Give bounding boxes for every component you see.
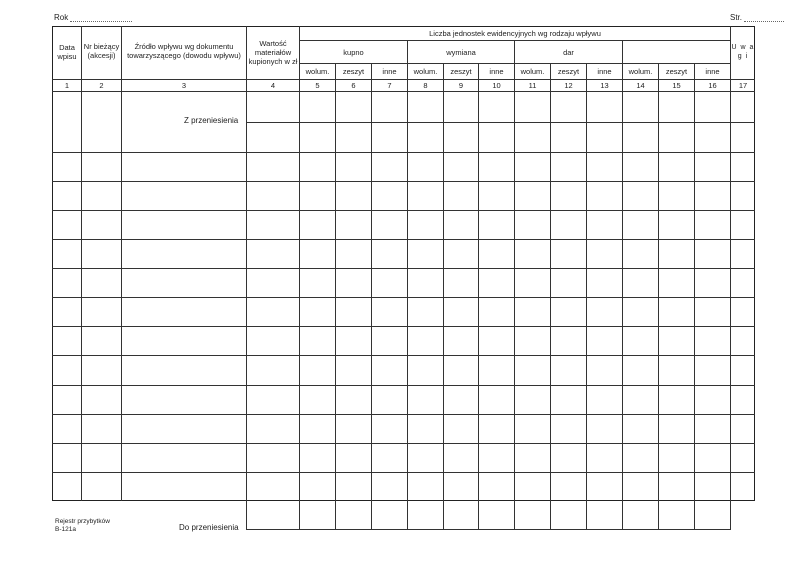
- sub-col-label: zeszyt: [665, 66, 688, 76]
- sub-col-label: inne: [382, 66, 397, 76]
- col-divider: [622, 40, 623, 530]
- col-header-number: Nr bieżący (akcesji): [83, 42, 120, 60]
- sub-col-label: inne: [597, 66, 612, 76]
- col-number: 15: [672, 81, 681, 90]
- col-number: 7: [387, 81, 392, 90]
- year-label: Rok: [54, 13, 69, 22]
- col-number: 8: [423, 81, 428, 90]
- group-label-dar: dar: [563, 47, 574, 57]
- col-number: 12: [564, 81, 573, 90]
- col-header-source: Źródło wpływu wg dokumentu towarzyszącego (dowodu wpływu): [127, 42, 241, 60]
- row-divider: [52, 152, 755, 153]
- col-divider: [407, 40, 408, 530]
- col-header-units: Liczba jednostek ewidencyjnych wg rodzaju wpływu: [429, 29, 601, 38]
- sub-col-label: zeszyt: [557, 66, 580, 76]
- col-number: 5: [315, 81, 320, 90]
- col-number: 4: [270, 81, 276, 90]
- sub-col-label: inne: [489, 66, 504, 76]
- col-number: 2: [99, 81, 104, 90]
- page-field[interactable]: [744, 21, 784, 22]
- year-field[interactable]: [70, 21, 132, 22]
- row-divider: [52, 385, 755, 386]
- row-divider: [52, 181, 755, 182]
- col-number: 11: [528, 81, 537, 90]
- col-divider: [730, 26, 731, 530]
- row-divider: [52, 210, 755, 211]
- row-divider: [246, 122, 755, 123]
- row-divider: [52, 355, 755, 356]
- form-code: B-121a: [55, 526, 76, 533]
- row-divider: [52, 326, 755, 327]
- col-divider: [514, 40, 515, 530]
- col-number: 17: [738, 81, 748, 90]
- sub-col-label: wolum.: [305, 66, 330, 76]
- row-divider: [52, 268, 755, 269]
- col-header-value: Wartość materiałów kupionych w zł: [248, 38, 298, 66]
- row-divider: [52, 414, 755, 415]
- row-divider: [52, 239, 755, 240]
- carry-in-label: Z przeniesienia: [184, 116, 239, 125]
- group-label-blank: [623, 41, 730, 63]
- col-divider: [299, 26, 300, 530]
- group-label-kupno: kupno: [343, 47, 364, 57]
- col-divider: [81, 26, 82, 501]
- col-divider: [121, 26, 122, 501]
- sub-col-label: zeszyt: [342, 66, 365, 76]
- carry-out-row-bottom: [246, 529, 731, 530]
- col-number: 9: [458, 81, 464, 90]
- col-number: 14: [636, 81, 645, 90]
- group-label-wymiana: wymiana: [446, 47, 476, 57]
- form-name: Rejestr przybytków: [55, 518, 110, 525]
- col-number: 13: [600, 81, 609, 90]
- col-number: 10: [492, 81, 501, 90]
- row-divider: [52, 472, 755, 473]
- col-number: 3: [181, 81, 187, 90]
- row-divider: [52, 443, 755, 444]
- sub-col-label: wolum.: [413, 66, 438, 76]
- col-divider: [246, 26, 247, 530]
- col-number: 16: [708, 81, 717, 90]
- sub-col-label: zeszyt: [450, 66, 472, 76]
- sub-col-label: wolum.: [520, 66, 545, 76]
- col-number: 1: [64, 81, 70, 90]
- row-divider: [52, 91, 755, 92]
- sub-col-label: inne: [705, 66, 720, 76]
- sub-col-label: wolum.: [628, 66, 653, 76]
- page-label: Str.: [730, 13, 743, 22]
- col-number: 6: [351, 81, 356, 90]
- col-header-date: Data wpisu: [57, 43, 77, 61]
- col-header-remarks: U w a g i: [731, 44, 755, 60]
- carry-out-label: Do przeniesienia: [179, 523, 239, 532]
- register-table: [52, 26, 755, 501]
- row-divider: [52, 297, 755, 298]
